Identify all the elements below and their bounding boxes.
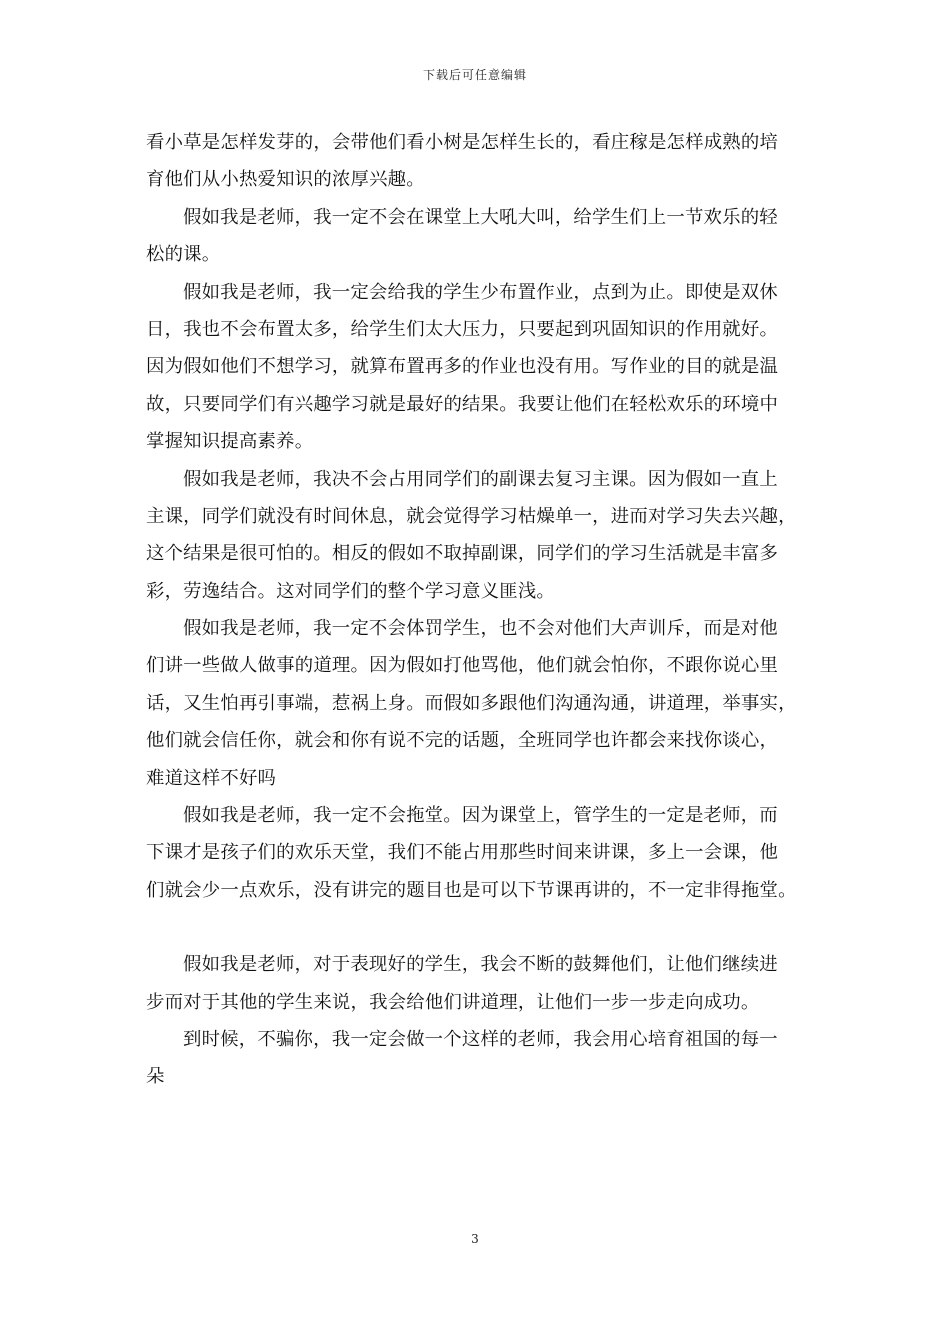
paragraph-start: 假如我是老师，我决不会占用同学们的副课去复习主课。因为假如一直上 xyxy=(183,468,778,490)
paragraph-start: 假如我是老师，我一定不会体罚学生，也不会对他们大声训斥，而是对他 xyxy=(183,618,778,640)
page-number: 3 xyxy=(471,1232,479,1246)
document-body xyxy=(146,124,810,1096)
text-line: 朵 xyxy=(146,1066,165,1088)
text-line: 因为假如他们不想学习，就算布置再多的作业也没有用。写作业的目的就是温 xyxy=(146,356,779,378)
text-line: 这个结果是很可怕的。相反的假如不取掉副课，同学们的学习生活就是丰富多 xyxy=(146,543,779,565)
text-line: 看小草是怎样发芽的，会带他们看小树是怎样生长的，看庄稼是怎样成熟的培 xyxy=(146,132,779,153)
text-line: 故，只要同学们有兴趣学习就是最好的结果。我要让他们在轻松欢乐的环境中 xyxy=(146,393,779,415)
text-line: 他们就会信任你，就会和你有说不完的话题，全班同学也许都会来找你谈心， xyxy=(146,730,779,752)
text-line: 话，又生怕再引事端，惹祸上身。而假如多跟他们沟通沟通，讲道理，举事实， xyxy=(146,692,797,714)
text-line: 们讲一些做人做事的道理。因为假如打他骂他，他们就会怕你，不跟你说心里 xyxy=(146,655,779,677)
text-line: 彩，劳逸结合。这对同学们的整个学习意义匪浅。 xyxy=(146,580,555,602)
text-line: 主课，同学们就没有时间休息，就会觉得学习枯燥单一，进而对学习失去兴趣， xyxy=(146,505,797,527)
paragraph-start: 假如我是老师，我一定不会拖堂。因为课堂上，管学生的一定是老师，而 xyxy=(183,805,778,827)
text-line: 下课才是孩子们的欢乐天堂，我们不能占用那些时间来讲课，多上一会课，他 xyxy=(146,842,779,864)
paragraph-start: 假如我是老师，我一定会给我的学生少布置作业，点到为止。即使是双休 xyxy=(183,281,778,303)
text-line: 日，我也不会布置太多，给学生们太大压力，只要起到巩固知识的作用就好。 xyxy=(146,318,779,340)
text-line: 难道这样不好吗 xyxy=(146,767,277,789)
text-line: 松的课。 xyxy=(146,244,221,266)
text-line: 掌握知识提高素养。 xyxy=(146,431,314,453)
text-line: 步而对于其他的学生来说，我会给他们讲道理，让他们一步一步走向成功。 xyxy=(146,991,760,1013)
paragraph-start: 假如我是老师，对于表现好的学生，我会不断的鼓舞他们，让他们继续进 xyxy=(183,954,778,976)
paragraph-start: 到时候，不骗你，我一定会做一个这样的老师，我会用心培育祖国的每一 xyxy=(183,1028,778,1050)
paragraph-start: 假如我是老师，我一定不会在课堂上大吼大叫，给学生们上一节欢乐的轻 xyxy=(183,206,778,228)
page-header: 下载后可任意编辑 xyxy=(422,68,527,82)
text-line: 育他们从小热爱知识的浓厚兴趣。 xyxy=(146,169,425,191)
text-line: 们就会少一点欢乐，没有讲完的题目也是可以下节课再讲的，不一定非得拖堂。 xyxy=(146,879,797,901)
